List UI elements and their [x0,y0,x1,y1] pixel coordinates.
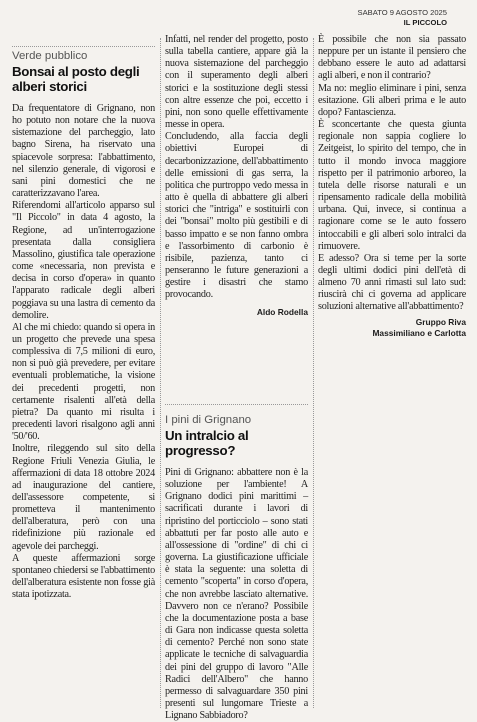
article1-paragraph: Riferendomi all'articolo apparso sul "Il Piccolo" in data 4 agosto, la Regione, ad un'interrogazione presentata dalla consigliera Massolino, giustifica tale operazione come «necessaria, non prevista e decisa in corso d'opera» in quanto l'apparato radicale degli alberi poggiava su una lastra di cemento da demolire. [12,200,155,321]
column-divider-2 [313,38,314,708]
article2-column3 [318,34,466,339]
article1-paragraph: Al che mi chiedo: quando si opera in un progetto che prevede una spesa complessiva di 7,5 milioni di euro, non si può già prevedere, per evitare eventuali problematiche, la visione dei precedenti progetti, non certamente risalenti all'età della pietra? Da quanto mi risulta i precedenti lavori risalgono agli anni '50/'60. [12,321,155,443]
article1-column1 [12,50,155,601]
article2-column2 [165,414,308,722]
article1-paragraph: Inoltre, rileggendo sul sito della Regione Friuli Venezia Giulia, le affermazioni di data 18 ottobre 2024 ad inaugurazione del cantiere, dell'assessore competente, si prometteva il mantenimento dell'alberatura, però con una ridefinizione più razionale ed agevole dei parcheggi. [12,443,155,552]
article1-section-tag: Verde pubblico [12,50,88,62]
article2-signature-group: Gruppo Riva [415,316,466,327]
article2-paragraph: È sconcertante che questa giunta regionale non sappia cogliere lo Zeitgeist, lo spirito del tempo, che in tutto il mondo invoca maggiore rispetto per il patrimonio arboreo, la tutela delle risorse naturali e un ripensamento radicale della mobilità urbana. Qui, invece, si continua a ragionare come se le auto fossero intoccabili e gli alberi solo intralci da rimuovere. [318,119,466,252]
article2-section-tag: I pini di Grignano [165,414,252,426]
article1-signature: Aldo Rodella [256,307,308,318]
article1-paragraph: Da frequentatore di Grignano, non ho potuto non notare che la nuova sistemazione del parcheggio, lato bagno Sirena, ha riservato una spiacevole sorpresa: l'abbattimento, nel silenzio generale, di vigorosi e sani pini domestici che ne caratterizzavano l'area. [12,103,155,200]
article-divider [165,404,308,405]
top-divider [12,46,155,47]
article2-signature [318,317,466,339]
publication-name: IL PICCOLO [403,18,447,27]
article2-paragraph: Pini di Grignano: abbattere non è la soluzione per l'ambiente! A Grignano dodici pini marittimi – sacrificati durante i lavori di ripristino del porticciolo – sono stati abbattuti per far posto alle auto e all'ossessione di "ordine" di chi ci governa. La giustificazione ufficiale è stata la seguente: una soletta di cemento "scoperta" in corso d'opera, che non avrebbe lasciato alternative. Davvero non ce n'erano? Possibile che la documentazione posta a base di Gara non indicasse questa soletta di cemento? Perché non sono state applicate le tecniche di salvaguardia dei pini del gruppo di lavoro "Alle Radici dell'Albero" che hanno permesso di salvaguardare 350 pini presenti sul lungomare Trieste a Lignano Sabbiadoro? [165,467,308,722]
article2-title: Un intralcio al progresso? [165,428,249,458]
article2-paragraph: Ma no: meglio eliminare i pini, senza esitazione. Gli alberi prima e le auto dopo? Fantascienza. [318,82,466,118]
column-divider-1 [160,38,161,708]
article2-paragraph: È possibile che non sia passato neppure per un istante il pensiero che debbano essere le auto ad adattarsi agli alberi, e non il contrario? [318,34,466,82]
article1-paragraph: A queste affermazioni sorge spontaneo chiedersi se l'abbattimento dell'alberatura esistente non fosse già stata ipotizzata. [12,552,155,601]
article1-title: Bonsai al posto degli alberi storici [12,64,140,94]
article1-paragraph: Infatti, nel render del progetto, posto sulla tabella cantiere, appare già la nuova sistemazione del parcheggio con il superamento degli alberi storici e la sostituzione degli stessi con altre essenze che poi, eccetto i pini, non sono quelle effettivamente messe in opera. [165,34,308,131]
article2-signature-names: Massimiliano e Carlotta [372,327,466,338]
issue-date: SABATO 9 AGOSTO 2025 [357,8,447,17]
article2-paragraph: E adesso? Ora si teme per la sorte degli ultimi dodici pini dell'età di almeno 70 anni rimasti sul lato sud: riuscirà chi ci governa ad applicare soluzioni alternative all'abbattimento? [318,252,466,313]
article1-column2 [165,34,308,318]
article1-paragraph: Concludendo, alla faccia degli obiettivi Europei di decarbonizzazione, dell'abbattimento delle emissioni di gas serra, la politica che purtroppo vedo messa in atto è quella di abbattere gli alberi storici che "intriga" e sostituirli con dei "bonsai" molto più gestibili e di basso impatto e se non fanno ombra e l'assorbimento di carbonio è risibile, pazienza, tanto ci penseranno le future generazioni a gestire i disastri che stamo provocando. [165,131,308,301]
page-header [358,8,447,28]
